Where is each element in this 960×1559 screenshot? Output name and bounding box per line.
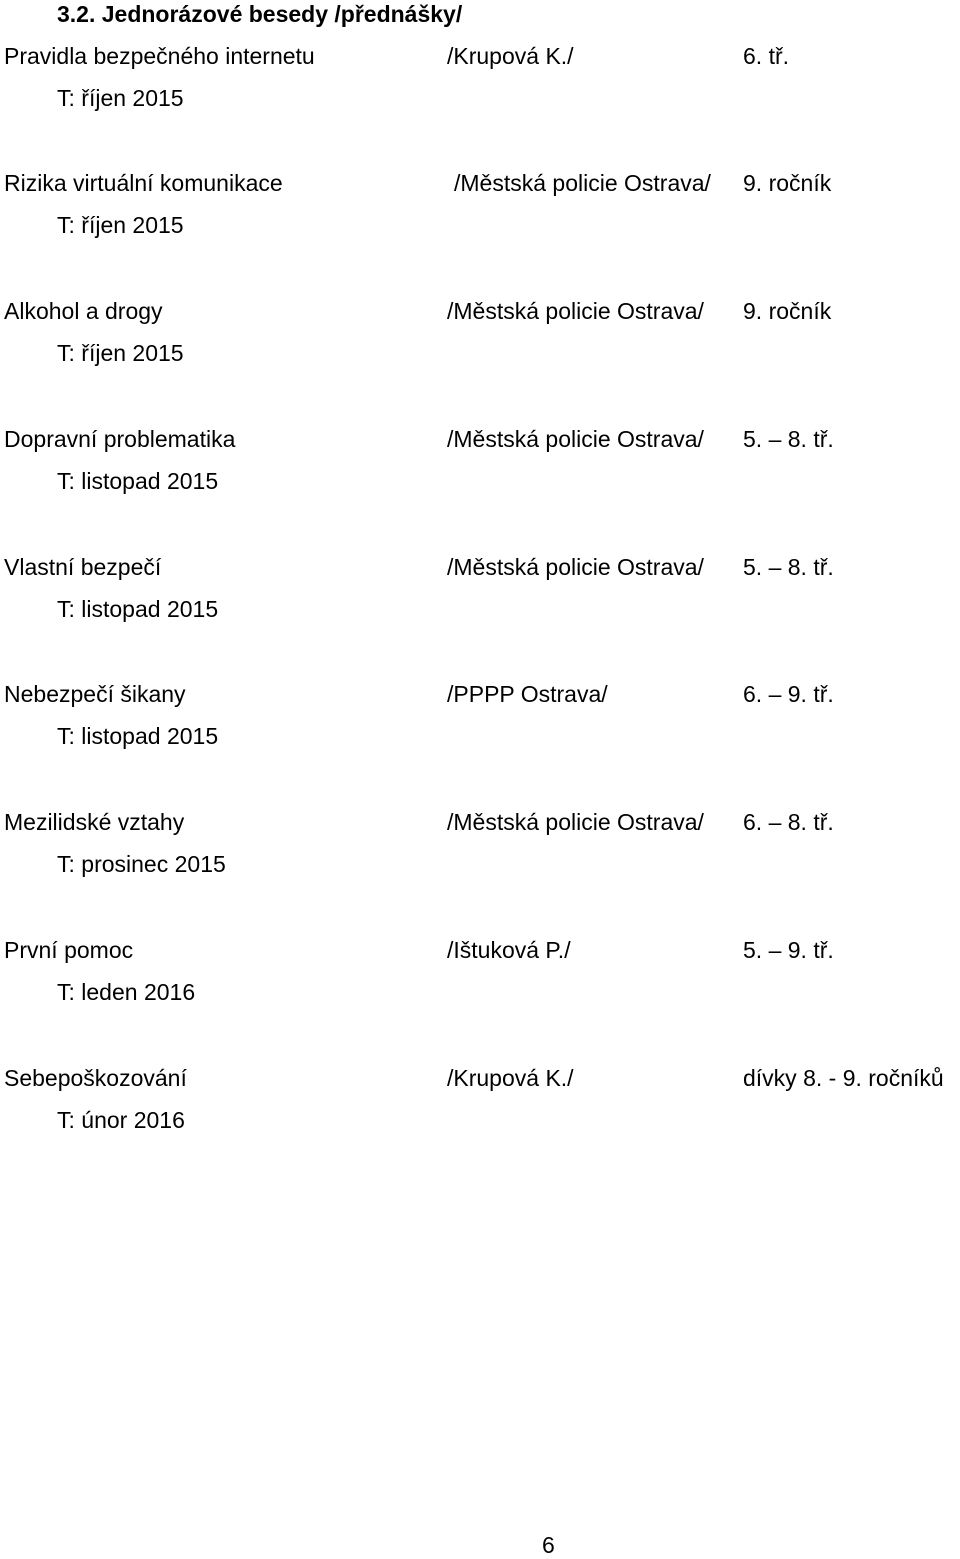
lecture-title: Dopravní problematika xyxy=(4,426,236,452)
lecture-term: T: říjen 2015 xyxy=(57,340,184,366)
lecture-organizer: /Krupová K./ xyxy=(447,43,574,69)
lecture-grade: 9. ročník xyxy=(743,298,832,324)
lecture-term: T: prosinec 2015 xyxy=(57,851,226,877)
lecture-title: Rizika virtuální komunikace xyxy=(4,170,283,196)
lecture-entry xyxy=(0,425,960,515)
lecture-organizer: /Městská policie Ostrava/ xyxy=(447,554,704,580)
lecture-title: První pomoc xyxy=(4,937,134,963)
lecture-grade: 6. – 9. tř. xyxy=(743,681,834,707)
lecture-entry xyxy=(0,42,960,132)
lecture-title: Alkohol a drogy xyxy=(4,298,163,324)
lecture-entry xyxy=(0,553,960,643)
lecture-term: T: říjen 2015 xyxy=(57,212,184,238)
lecture-title: Pravidla bezpečného internetu xyxy=(4,43,315,69)
lecture-title: Sebepoškozování xyxy=(4,1065,187,1091)
lecture-organizer: /Městská policie Ostrava/ xyxy=(454,170,711,196)
page-number: 6 xyxy=(542,1532,555,1558)
lecture-entry xyxy=(0,808,960,898)
lecture-grade: 6. tř. xyxy=(743,43,790,69)
lecture-grade: 6. – 8. tř. xyxy=(743,809,834,835)
lecture-term: T: listopad 2015 xyxy=(57,723,219,749)
lecture-title: Nebezpečí šikany xyxy=(4,681,186,707)
lecture-organizer: /Městská policie Ostrava/ xyxy=(447,426,704,452)
lecture-entry xyxy=(0,936,960,1026)
lecture-organizer: /PPPP Ostrava/ xyxy=(447,681,608,707)
lecture-title: Vlastní bezpečí xyxy=(4,554,162,580)
lecture-organizer: /Krupová K./ xyxy=(447,1065,574,1091)
lecture-term: T: únor 2016 xyxy=(57,1107,185,1133)
lecture-grade: dívky 8. - 9. ročníků xyxy=(743,1065,944,1091)
lecture-term: T: leden 2016 xyxy=(57,979,196,1005)
lecture-term: T: listopad 2015 xyxy=(57,468,219,494)
lecture-organizer: /Ištuková P./ xyxy=(447,937,571,963)
lecture-entry xyxy=(0,297,960,387)
lecture-term: T: říjen 2015 xyxy=(57,85,184,111)
lecture-grade: 5. – 9. tř. xyxy=(743,937,834,963)
lecture-grade: 9. ročník xyxy=(743,170,832,196)
lecture-grade: 5. – 8. tř. xyxy=(743,426,834,452)
lecture-entry xyxy=(0,169,960,259)
lecture-organizer: /Městská policie Ostrava/ xyxy=(447,298,704,324)
section-heading: 3.2. Jednorázové besedy /přednášky/ xyxy=(57,1,463,27)
lecture-entry xyxy=(0,680,960,770)
lecture-grade: 5. – 8. tř. xyxy=(743,554,834,580)
lecture-entry xyxy=(0,1064,960,1154)
lecture-term: T: listopad 2015 xyxy=(57,596,219,622)
lecture-organizer: /Městská policie Ostrava/ xyxy=(447,809,704,835)
lecture-title: Mezilidské vztahy xyxy=(4,809,185,835)
